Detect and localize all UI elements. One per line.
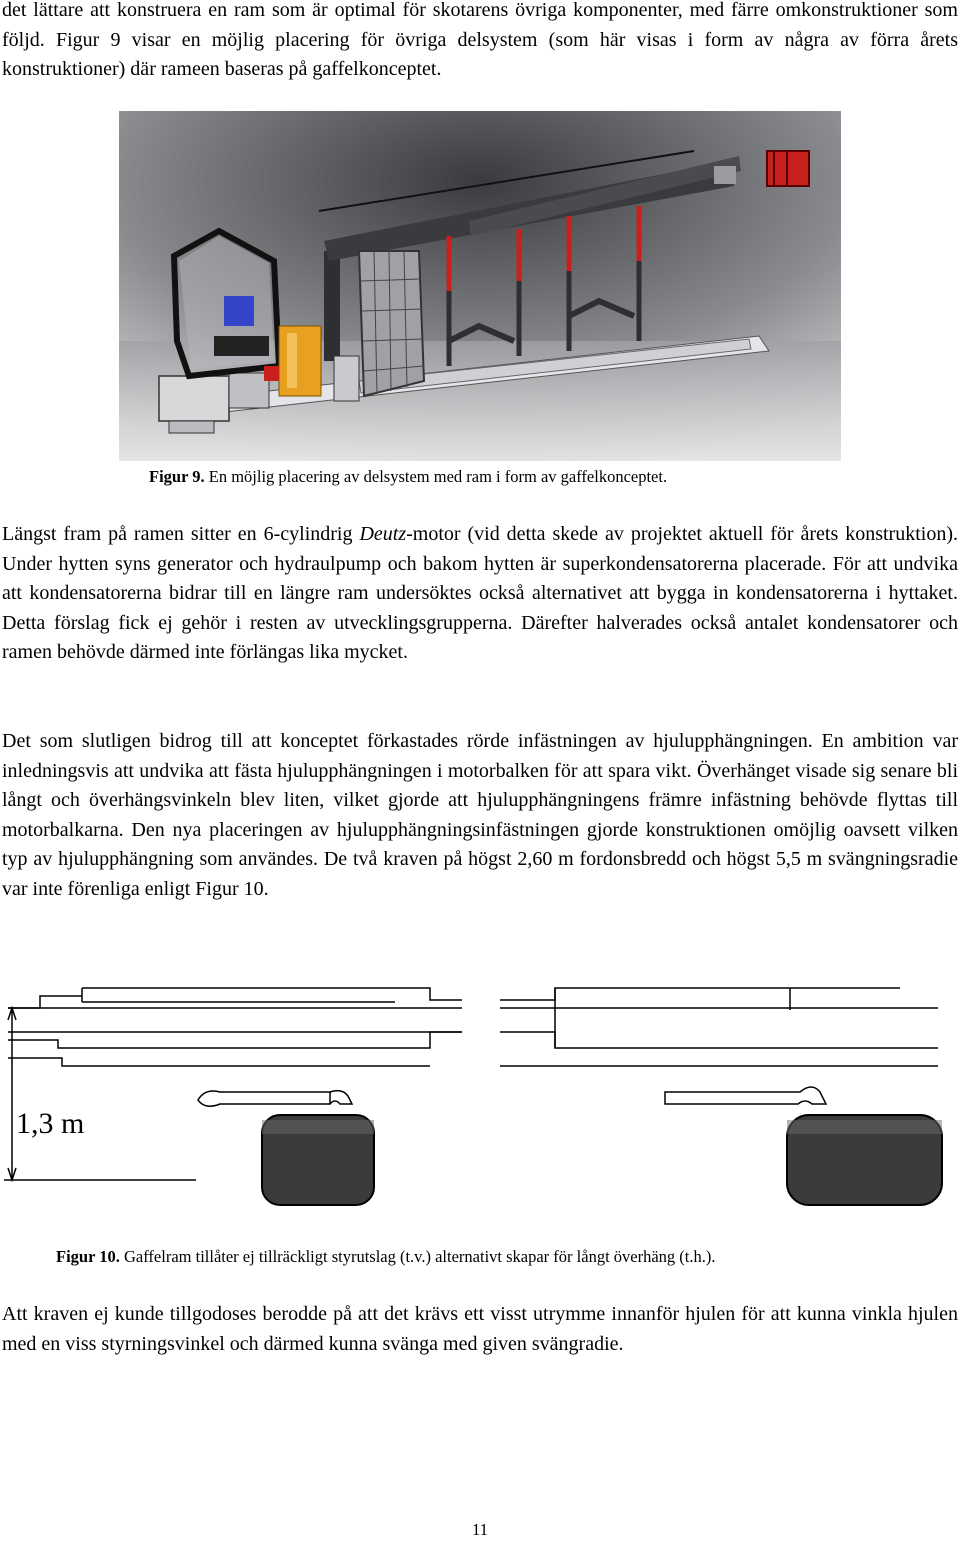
figure-9-render [119,111,841,461]
figure-10-drawing [0,980,960,1215]
figure-10-caption-text: Gaffelram tillåter ej tillräckligt styrutslag (t.v.) alternativt skapar för långt överhäng (t.h.). [119,1247,716,1266]
figure-9-caption [149,467,667,487]
dimension-label: 1,3 m [16,1107,85,1140]
figure-10-label: Figur 10. [56,1247,120,1266]
paragraph-engine-a: Längst fram på ramen sitter en 6-cylindrig [2,523,360,545]
paragraph-engine [2,520,958,668]
page-number: 11 [471,1520,489,1539]
paragraph-engine-c: -motor (vid detta skede av projektet aktuell för årets konstruktion). Under hytten syns generator och hydraulpump och bakom hytten är superkondensatorerna placerade. För att undvika att kondensatorerna bidrar till en längre ram undersöktes också alternativet att bygga in kondensatorerna i hyttaket. Detta förslag fick ej gehör i resten av utvecklingsgrupperna. Därefter halverades också antalet kondensatorer och ramen behövde därmed inte förlängas lika mycket. [2,523,958,663]
engine-brand: Deutz [359,523,407,545]
wheel-right [787,1115,942,1205]
figure-9-label: Figur 9. [149,467,205,486]
paragraph-intro: det lättare att konstruera en ram som är optimal för skotarens övriga komponenter, med färre omkonstruktioner som följd. Figur 9 visar en möjlig placering för övriga delsystem (som här visas i form av några av förra årets konstruktioner) där rameen baseras på gaffelkonceptet. [2,0,958,80]
figure-10-caption [56,1247,716,1267]
figure-9-caption-text: En möjlig placering av delsystem med ram i form av gaffelkonceptet. [204,467,668,486]
wheel-left [262,1115,374,1205]
paragraph-conclusion: Det som slutligen bidrog till att konceptet förkastades rörde infästningen av hjulupphängningen. En ambition var inledningsvis att undvika att fästa hjulupphängningen i motorbalken för att spara vikt. Överhänget visade sig senare bli långt och överhängsvinkeln blev liten, vilket gjorde att hjulupphängningens främre infästning behövde flyttas till motorbalkarna. Den nya placeringen av hjulupphängningsinfästningen gjorde konstruktionen omöjlig oavsett vilken typ av hjulupphängning som användes. De två kraven på högst 2,60 m fordonsbredd och högst 5,5 m svängningsradie var inte förenliga enligt Figur 10. [2,730,958,900]
paragraph-steering: Att kraven ej kunde tillgodoses berodde på att det krävs ett visst utrymme innanför hjulen för att kunna vinkla hjulen med en viss styrningsvinkel och därmed kunna svänga med given svängradie. [2,1303,958,1355]
